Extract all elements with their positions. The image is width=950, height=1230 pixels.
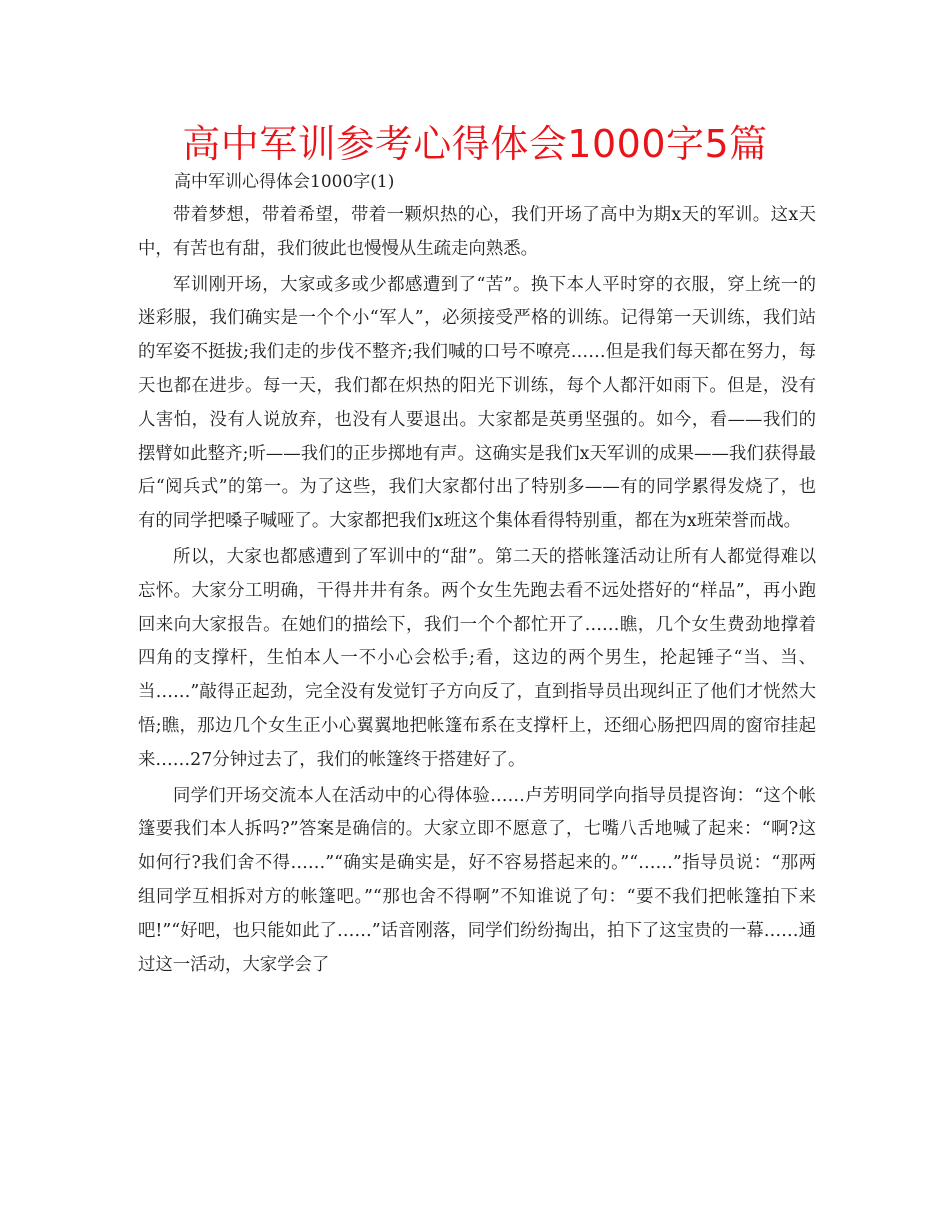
body-paragraph: 军训刚开场，大家或多或少都感遭到了“苦”。换下本人平时穿的衣服，穿上统一的迷彩服，我们确实是一个个小“军人”，必须接受严格的训练。记得第一天训练，我们站的军姿不挺拔;我们走的步伐不整齐;我们喊的口号不嘹亮……但是我们每天都在努力，每天也都在进步。每一天，我们都在炽热的阳光下训练，每个人都汗如雨下。但是，没有人害怕，没有人说放弃，也没有人要退出。大家都是英勇坚强的。如今，看——我们的摆臂如此整齐;听——我们的正步掷地有声。这确实是我们x天军训的成果——我们获得最后“阅兵式”的第一。为了这些，我们大家都付出了特别多——有的同学累得发烧了，也有的同学把嗓子喊哑了。大家都把我们x班这个集体看得特别重，都在为x班荣誉而战。	[138, 274, 816, 532]
section-subtitle: 高中军训心得体会1000字(1)	[174, 172, 395, 192]
document-title: 高中军训参考心得体会1000字5篇	[182, 122, 768, 166]
document-body	[138, 199, 816, 982]
body-paragraph: 带着梦想，带着希望，带着一颗炽热的心，我们开场了高中为期x天的军训。这x天中，有苦也有甜，我们彼此也慢慢从生疏走向熟悉。	[138, 205, 816, 259]
body-paragraph: 所以，大家也都感遭到了军训中的“甜”。第二天的搭帐篷活动让所有人都觉得难以忘怀。大家分工明确，干得井井有条。两个女生先跑去看不远处搭好的“样品”，再小跑回来向大家报告。在她们的描绘下，我们一个个都忙开了……瞧，几个女生费劲地撑着四角的支撑杆，生怕本人一不小心会松手;看，这边的两个男生，抡起锤子“当、当、当……”敲得正起劲，完全没有发觉钉子方向反了，直到指导员出现纠正了他们才恍然大悟;瞧，那边几个女生正小心翼翼地把帐篷布系在支撑杆上，还细心肠把四周的窗帘挂起来……27分钟过去了，我们的帐篷终于搭建好了。	[138, 546, 816, 770]
body-paragraph: 同学们开场交流本人在活动中的心得体验……卢芳明同学向指导员提咨询：“这个帐篷要我们本人拆吗?”答案是确信的。大家立即不愿意了，七嘴八舌地喊了起来：“啊?这如何行?我们舍不得……”“确实是确实是，好不容易搭起来的。”“……”指导员说：“那两组同学互相拆对方的帐篷吧。”“那也舍不得啊”不知谁说了句：“要不我们把帐篷拍下来吧!”“好吧，也只能如此了……”话音刚落，同学们纷纷掏出，拍下了这宝贵的一幕……通过这一活动，大家学会了	[138, 785, 816, 975]
